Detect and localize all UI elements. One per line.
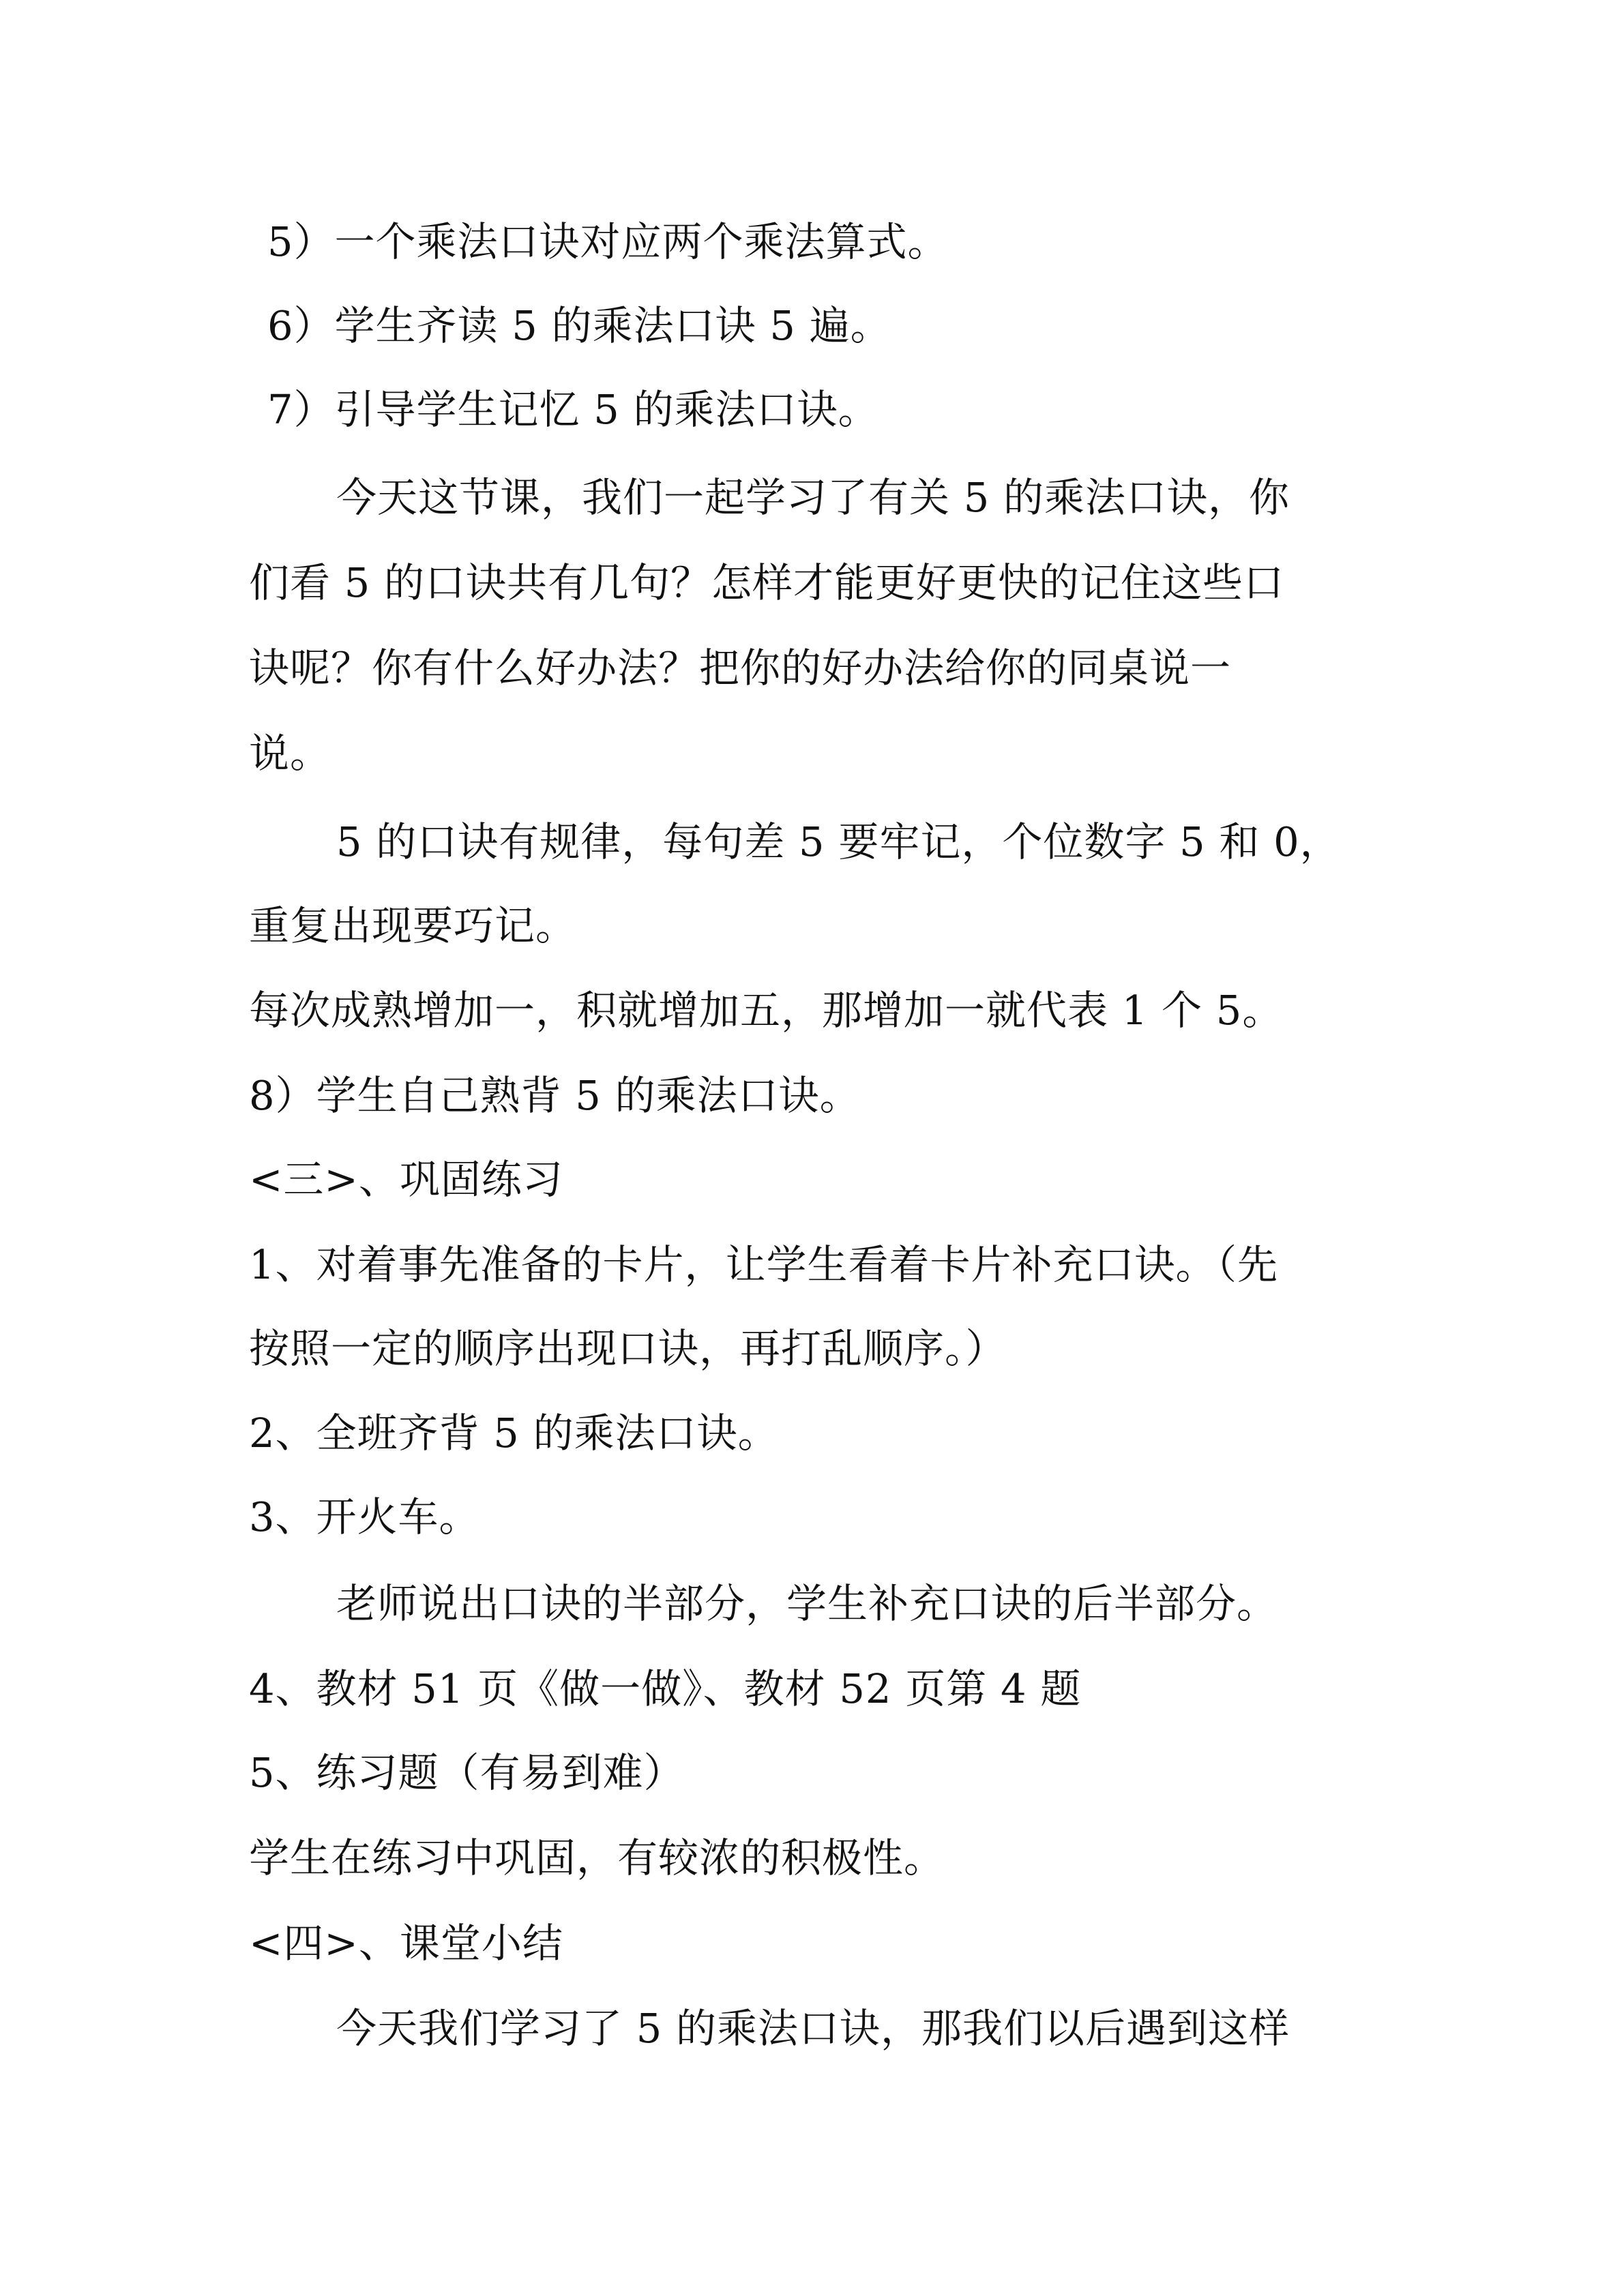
rhyme-line-3: 每次成熟增加一，积就增加五，那增加一就代表 1 个 5。 bbox=[249, 987, 1284, 1034]
exercise-3: 3、开火车。 bbox=[249, 1493, 480, 1540]
exercise-1-line-1: 1、对着事先准备的卡片，让学生看着卡片补充口诀。（先 bbox=[249, 1241, 1279, 1288]
paragraph-summary-line-1: 今天这节课，我们一起学习了有关 5 的乘法口诀，你 bbox=[336, 474, 1290, 521]
exercise-5-detail: 学生在练习中巩固，有较浓的积极性。 bbox=[249, 1834, 945, 1881]
exercise-4: 4、教材 51 页《做一做》、教材 52 页第 4 题 bbox=[249, 1665, 1082, 1712]
section-heading-practice: <三>、巩固练习 bbox=[249, 1156, 563, 1203]
rhyme-line-1: 5 的口诀有规律，每句差 5 要牢记，个位数字 5 和 0， bbox=[336, 818, 1341, 865]
list-item-7: 7）引导学生记忆 5 的乘法口诀。 bbox=[267, 386, 879, 433]
exercise-5: 5、练习题（有易到难） bbox=[249, 1749, 685, 1796]
list-item-8: 8）学生自己熟背 5 的乘法口诀。 bbox=[249, 1072, 861, 1119]
list-item-5: 5）一个乘法口诀对应两个乘法算式。 bbox=[267, 218, 949, 265]
list-item-6: 6）学生齐读 5 的乘法口诀 5 遍。 bbox=[267, 302, 891, 349]
rhyme-line-2: 重复出现要巧记。 bbox=[249, 902, 577, 949]
summary-paragraph-line-1: 今天我们学习了 5 的乘法口诀，那我们以后遇到这样 bbox=[336, 2005, 1290, 2052]
section-heading-summary: <四>、课堂小结 bbox=[249, 1920, 563, 1967]
paragraph-summary-line-2: 们看 5 的口诀共有几句？怎样才能更好更快的记住这些口 bbox=[249, 559, 1285, 606]
exercise-3-detail: 老师说出口诀的半部分，学生补充口诀的后半部分。 bbox=[336, 1580, 1278, 1627]
exercise-1-line-2: 按照一定的顺序出现口诀，再打乱顺序。） bbox=[249, 1325, 1007, 1372]
paragraph-summary-line-3: 诀呢？你有什么好办法？把你的好办法给你的同桌说一 bbox=[249, 644, 1232, 691]
exercise-2: 2、全班齐背 5 的乘法口诀。 bbox=[249, 1410, 779, 1457]
paragraph-summary-line-4: 说。 bbox=[249, 730, 331, 777]
